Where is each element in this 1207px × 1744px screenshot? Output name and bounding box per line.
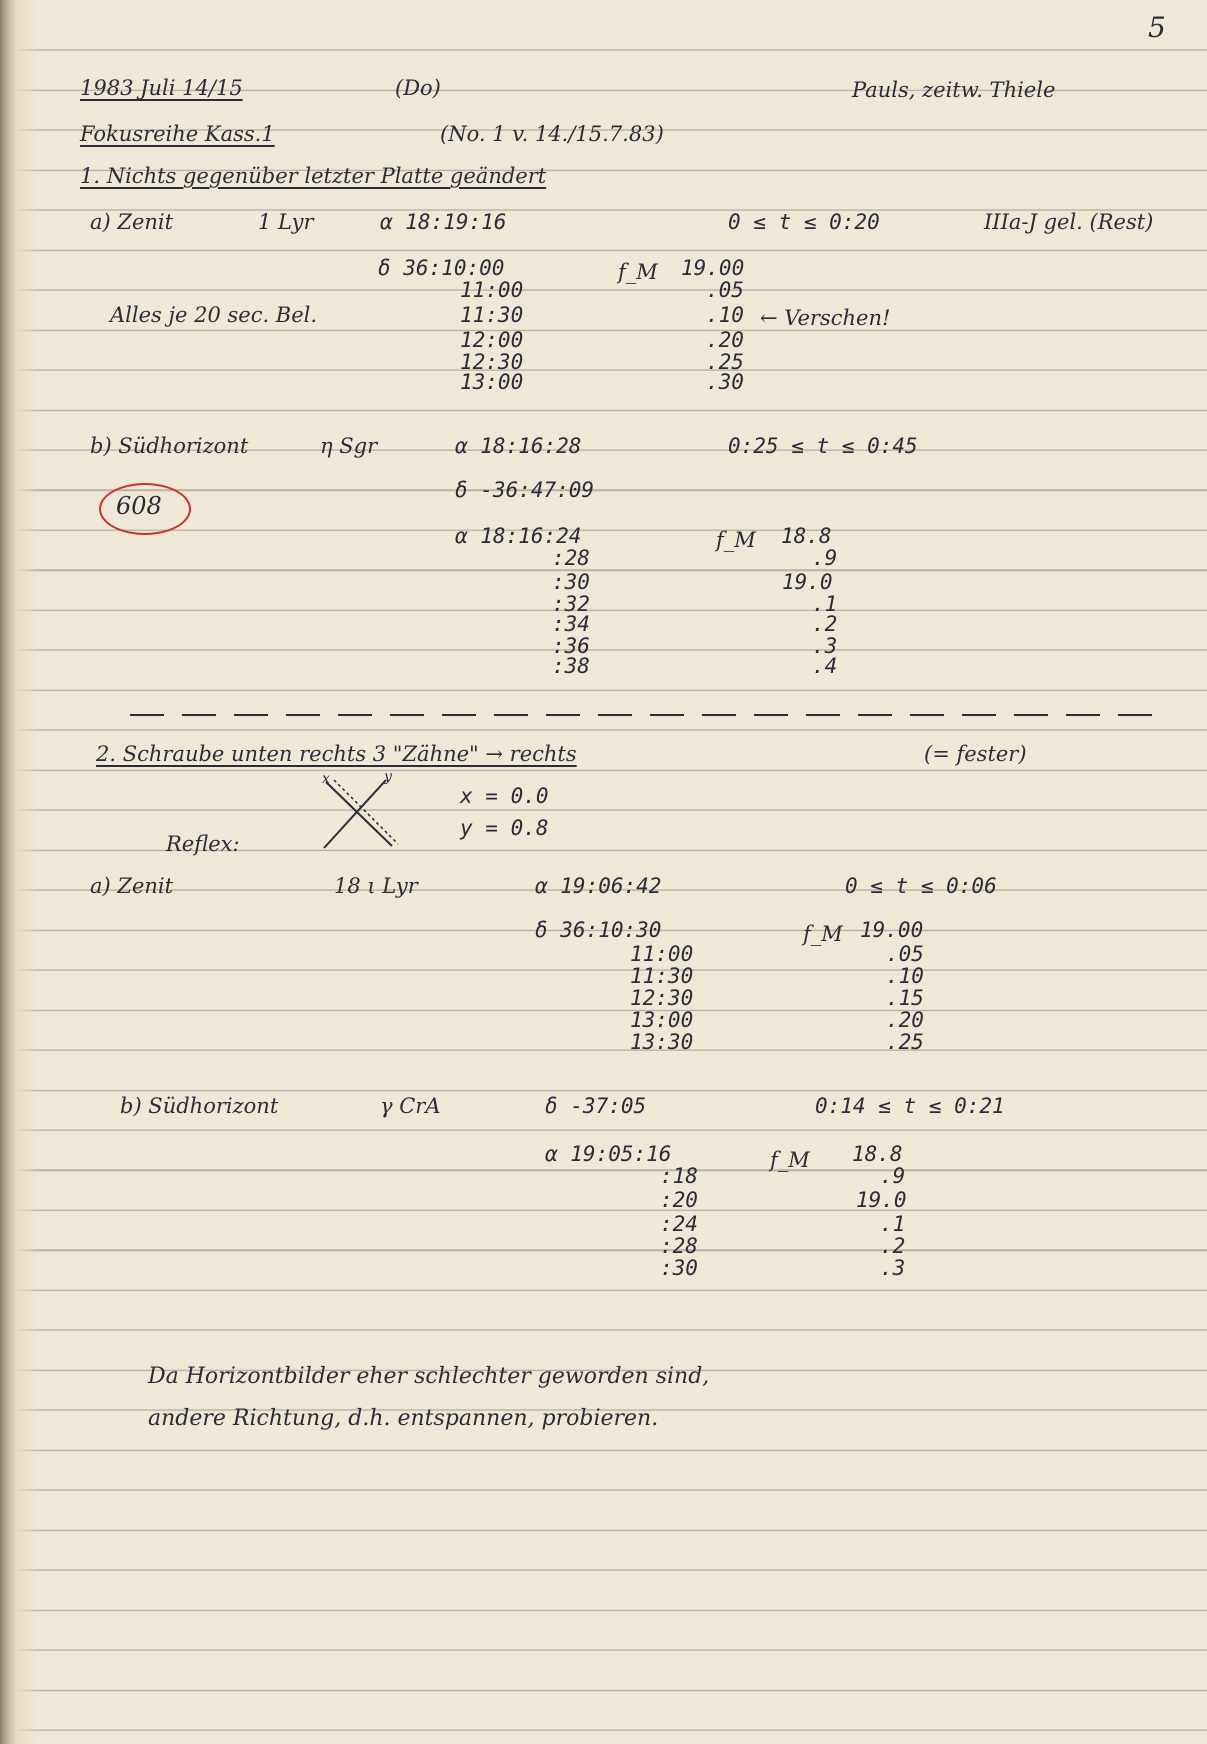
s2a-dec-1: 11:00 <box>630 942 694 966</box>
s2a-fm-label: f_M <box>803 922 843 946</box>
s1a-f-1: .05 <box>706 278 744 302</box>
s1a-delta: δ 36:10:00 <box>378 256 505 280</box>
s2a-f-2: .10 <box>886 964 924 988</box>
header-weekday: (Do) <box>395 76 441 100</box>
s1b-f-4: .2 <box>812 612 838 636</box>
s2a-f-0: 19.00 <box>860 918 924 942</box>
s1b-star: η Sgr <box>320 434 378 458</box>
s2b-f-4: .2 <box>880 1234 906 1258</box>
s1b-ra-4: :34 <box>552 612 590 636</box>
s2a-f-5: .25 <box>886 1030 924 1054</box>
s1b-f-5: .3 <box>812 634 838 658</box>
s2a-f-3: .15 <box>886 986 924 1010</box>
s1b-f-6: .4 <box>812 654 838 678</box>
s2b-f-0: 18.8 <box>852 1142 903 1166</box>
subtitle-left: Fokusreihe Kass.1 <box>80 122 275 146</box>
s2b-ra-3: :24 <box>660 1212 698 1236</box>
s1a-dec-4: 12:30 <box>460 350 524 374</box>
s1a-note-right: IIIa-J gel. (Rest) <box>984 210 1154 234</box>
s2a-time: 0 ≤ t ≤ 0:06 <box>845 874 997 898</box>
s1a-dec-5: 13:00 <box>460 370 524 394</box>
s1a-f-0: 19.00 <box>681 256 745 280</box>
s1a-time: 0 ≤ t ≤ 0:20 <box>728 210 880 234</box>
s2a-f-4: .20 <box>886 1008 924 1032</box>
reflex-label: Reflex: <box>166 832 240 856</box>
s1b-label: b) Südhorizont <box>90 434 249 458</box>
s1b-ra-6: :38 <box>552 654 590 678</box>
s2b-alpha: α 19:05:16 <box>545 1142 672 1166</box>
conclusion-line-1: Da Horizontbilder eher schlechter geworden sind, <box>148 1364 710 1389</box>
s1b-f-1: .9 <box>812 546 838 570</box>
s1a-f-2: .10 <box>706 303 744 327</box>
s1a-label: a) Zenit <box>90 210 174 234</box>
s1b-alpha: α 18:16:28 <box>455 434 582 458</box>
s2a-star: 18 ι Lyr <box>334 874 418 898</box>
s1b-f-3: .1 <box>812 592 838 616</box>
s2a-dec-3: 12:30 <box>630 986 694 1010</box>
s1a-f-4: .25 <box>706 350 744 374</box>
s1b-ra-3: :32 <box>552 592 590 616</box>
s2b-f-1: .9 <box>880 1164 906 1188</box>
s2b-f-5: .3 <box>880 1256 906 1280</box>
s2b-time: 0:14 ≤ t ≤ 0:21 <box>815 1094 1005 1118</box>
s1a-dec-1: 11:00 <box>460 278 524 302</box>
s2b-ra-5: :30 <box>660 1256 698 1280</box>
section2-title-note: (= fester) <box>924 742 1027 766</box>
s1a-note-left: Alles je 20 sec. Bel. <box>110 303 318 327</box>
s1a-alpha: α 18:19:16 <box>380 210 507 234</box>
s1a-f-5: .30 <box>706 370 744 394</box>
page-number: 5 <box>1148 11 1166 44</box>
s1a-dec-3: 12:00 <box>460 328 524 352</box>
plate-number: 608 <box>116 492 162 520</box>
s2a-label: a) Zenit <box>90 874 174 898</box>
s1a-f-3: .20 <box>706 328 744 352</box>
s2b-delta: δ -37:05 <box>545 1094 647 1118</box>
s2a-f-1: .05 <box>886 942 924 966</box>
s1b-ra-1: :28 <box>552 546 590 570</box>
s1b-f-2: 19.0 <box>782 570 833 594</box>
section-divider <box>130 714 1170 716</box>
s1a-fm-label: f_M <box>618 260 658 284</box>
s2b-f-3: .1 <box>880 1212 906 1236</box>
s1b-f-0: 18.8 <box>781 524 832 548</box>
s1b-fm-label: f_M <box>716 528 756 552</box>
conclusion-line-2: andere Richtung, d.h. entspannen, probieren. <box>148 1406 659 1431</box>
s1a-arrow-note: ← Verschen! <box>760 306 891 330</box>
reflex-cross-diagram <box>320 771 400 854</box>
header-observers: Pauls, zeitw. Thiele <box>852 78 1056 102</box>
cross-x-label: x <box>322 771 330 787</box>
s2b-star: γ CrA <box>380 1094 441 1118</box>
s2a-dec-2: 11:30 <box>630 964 694 988</box>
section2-title: 2. Schraube unten rechts 3 "Zähne" → rechts <box>96 742 577 766</box>
reflex-y-value: y = 0.8 <box>460 816 549 840</box>
s2a-dec-4: 13:00 <box>630 1008 694 1032</box>
s2a-alpha: α 19:06:42 <box>535 874 662 898</box>
s2b-f-2: 19.0 <box>856 1188 907 1212</box>
s2b-label: b) Südhorizont <box>120 1094 279 1118</box>
s2b-ra-2: :20 <box>660 1188 698 1212</box>
s1b-ra-5: :36 <box>552 634 590 658</box>
s1a-star: 1 Lyr <box>258 210 314 234</box>
s2b-fm-label: f_M <box>770 1148 810 1172</box>
s2b-ra-1: :18 <box>660 1164 698 1188</box>
s1a-dec-2: 11:30 <box>460 303 524 327</box>
s1b-ra-2: :30 <box>552 570 590 594</box>
s1b-delta: δ -36:47:09 <box>455 478 595 502</box>
s2a-dec-5: 13:30 <box>630 1030 694 1054</box>
reflex-x-value: x = 0.0 <box>460 784 549 808</box>
s1b-alpha2: α 18:16:24 <box>455 524 582 548</box>
subtitle-right: (No. 1 v. 14./15.7.83) <box>440 122 664 146</box>
header-date: 1983 Juli 14/15 <box>80 76 243 100</box>
section1-title: 1. Nichts gegenüber letzter Platte geändert <box>80 164 547 188</box>
s1b-time: 0:25 ≤ t ≤ 0:45 <box>728 434 918 458</box>
cross-y-label: y <box>384 769 392 785</box>
s2b-ra-4: :28 <box>660 1234 698 1258</box>
s2a-delta: δ 36:10:30 <box>535 918 662 942</box>
